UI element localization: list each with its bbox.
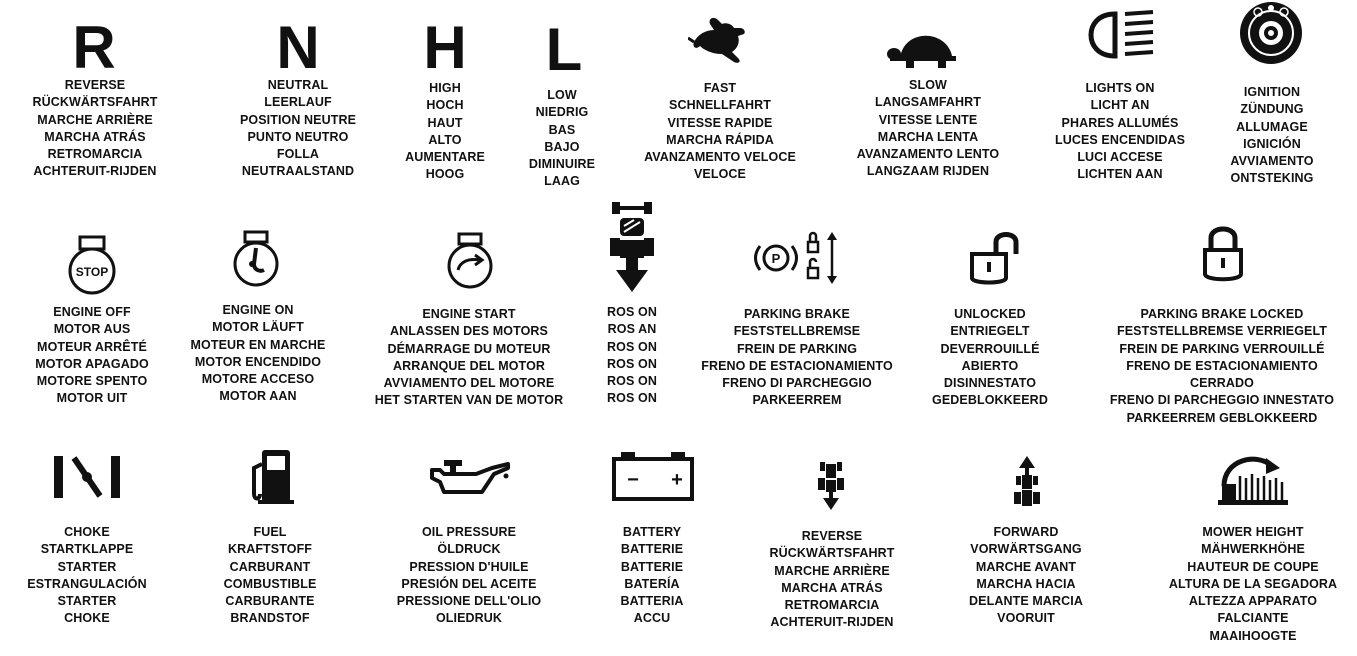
label-line: MOTOR ENCENDIDO (194, 354, 322, 369)
label-line: BATTERIE (620, 559, 684, 574)
label-line: ALLUMAGE (1236, 119, 1308, 134)
label-line: PARKING BRAKE (744, 307, 850, 321)
parking-brake-label (701, 306, 893, 410)
label-line: BATERÍA (624, 576, 680, 591)
label-line: MAAIHOOGTE (1209, 628, 1297, 643)
engine-stop-icon (64, 235, 120, 295)
label-line: PHARES ALLUMÉS (1061, 115, 1179, 130)
choke-icon (50, 452, 124, 502)
label-line: LAAG (544, 174, 580, 189)
label-line: MOTOR LÄUFT (212, 320, 304, 335)
engine-on-label (191, 302, 326, 406)
label-line: HOOG (425, 167, 465, 182)
label-line: LEERLAUF (264, 95, 332, 110)
mower-height-label (1169, 524, 1337, 645)
label-line: PUNTO NEUTRO (247, 129, 349, 144)
label-line: CARBURANTE (225, 594, 315, 609)
label-line: ROS ON (607, 374, 657, 389)
tractor-forward-icon (1012, 456, 1042, 510)
label-line: FRENO DI PARCHEGGIO (722, 376, 872, 391)
label-line: AVANZAMENTO VELOCE (644, 150, 796, 165)
label-line: FREIN DE PARKING VERROUILLÉ (1119, 341, 1325, 356)
label-line: MOWER HEIGHT (1202, 525, 1304, 539)
label-line: RÜCKWÄRTSFAHRT (32, 95, 158, 110)
label-line: HOCH (426, 98, 464, 113)
label-line: MARCHE AVANT (975, 559, 1077, 574)
engine-start-label (375, 306, 564, 410)
locked-padlock-icon (1200, 224, 1246, 284)
choke-label (27, 524, 146, 628)
label-line: MARCHE ARRIÈRE (37, 112, 153, 127)
label-line: CHOKE (64, 611, 110, 626)
headlight-icon (1085, 6, 1157, 64)
stop-text: STOP (75, 265, 109, 279)
label-line: RETROMARCIA (47, 147, 143, 162)
label-line: ROS AN (607, 322, 657, 337)
label-line: ONTSTEKING (1230, 171, 1314, 186)
label-line: HET STARTEN VAN DE MOTOR (374, 393, 564, 408)
parking-p-text: P (771, 251, 781, 266)
label-line: AVVIAMENTO DEL MOTORE (383, 376, 555, 391)
fast-label (644, 80, 796, 184)
label-line: IGNICIÓN (1243, 136, 1301, 151)
low-letter-glyph: L (545, 16, 583, 83)
neutral-letter-glyph: N (276, 14, 320, 81)
label-line: NEUTRAALSTAND (241, 164, 355, 179)
oil-can-icon (428, 458, 510, 500)
label-line: ACCU (633, 611, 671, 626)
label-line: MOTORE SPENTO (36, 374, 148, 389)
neutral-label (240, 77, 356, 181)
label-line: MOTORE ACCESO (201, 372, 315, 387)
label-line: STARTKLAPPE (40, 542, 134, 557)
low-label (529, 87, 595, 191)
parking-brake-icon (752, 228, 842, 288)
label-line: ENGINE START (422, 307, 516, 321)
label-line: FALCIANTE (1217, 611, 1289, 626)
label-line: LICHTEN AAN (1077, 167, 1163, 182)
label-line: BATTERY (622, 525, 682, 539)
label-line: SCHNELLFAHRT (669, 98, 771, 113)
engine-running-icon (230, 230, 282, 288)
battery-plus-text: + (671, 469, 683, 491)
label-line: LANGZAAM RIJDEN (866, 164, 990, 179)
label-line: ESTRANGULACIÓN (27, 576, 147, 591)
label-line: FREIN DE PARKING (736, 341, 858, 356)
engine-start-icon (444, 232, 496, 290)
label-line: POSITION NEUTRE (239, 112, 357, 127)
oil-pressure-label (397, 524, 541, 628)
label-line: STARTER (57, 594, 117, 609)
label-line: MARCHA RÁPIDA (666, 132, 774, 147)
label-line: VORWÄRTSGANG (970, 542, 1082, 557)
lights-on-label (1055, 80, 1185, 184)
unlocked-padlock-icon (966, 228, 1026, 288)
label-line: VOORUIT (997, 611, 1055, 626)
label-line: VITESSE LENTE (878, 112, 978, 127)
tractor-reverse-icon (816, 460, 846, 512)
label-line: AUMENTARE (405, 150, 485, 165)
label-line: FRENO DE ESTACIONAMIENTO (701, 358, 893, 373)
label-line: PARKEERREM GEBLOKKEERD (1126, 410, 1318, 425)
reverse-operating-system-icon (606, 200, 658, 296)
slow-label (857, 77, 999, 181)
label-line: SLOW (909, 78, 947, 92)
label-line: ÖLDRUCK (437, 542, 501, 557)
unlocked-label (932, 306, 1048, 410)
label-line: BATTERIE (620, 542, 684, 557)
label-line: OLIEDRUK (435, 611, 503, 626)
forward-label (969, 524, 1083, 628)
label-line: PRESSIONE DELL'OLIO (396, 594, 542, 609)
label-line: ENGINE OFF (53, 305, 131, 319)
label-line: LOW (547, 88, 577, 102)
label-line: DIMINUIRE (528, 157, 596, 172)
mower-height-icon (1216, 446, 1290, 508)
label-line: MARCHE ARRIÈRE (774, 563, 890, 578)
label-line: REVERSE (64, 78, 126, 92)
label-line: IGNITION (1243, 85, 1301, 99)
label-line: CERRADO (1190, 376, 1254, 391)
parking-brake-locked-label (1110, 306, 1334, 427)
label-line: CARBURANT (229, 559, 311, 574)
label-line: DÉMARRAGE DU MOTEUR (387, 341, 551, 356)
label-line: MÄHWERKHÖHE (1201, 542, 1305, 557)
label-line: GEDEBLOKKEERD (932, 393, 1048, 408)
label-line: ENGINE ON (222, 303, 294, 317)
label-line: MARCHA HACIA (976, 576, 1076, 591)
label-line: STARTER (57, 559, 117, 574)
label-line: ANLASSEN DES MOTORS (390, 324, 548, 339)
label-line: HAUTEUR DE COUPE (1187, 559, 1319, 574)
rabbit-icon (688, 16, 748, 68)
label-line: NIEDRIG (535, 105, 589, 120)
label-line: ALTURA DE LA SEGADORA (1168, 576, 1338, 591)
label-line: ROS ON (607, 305, 657, 319)
label-line: RÜCKWÄRTSFAHRT (769, 546, 895, 561)
label-line: ROS ON (607, 339, 657, 354)
high-letter-glyph: H (423, 14, 467, 81)
label-line: DEVERROUILLÉ (940, 341, 1040, 356)
label-line: ZÜNDUNG (1240, 102, 1304, 117)
label-line: ABIERTO (961, 358, 1019, 373)
label-line: FORWARD (993, 525, 1059, 539)
label-line: PARKING BRAKE LOCKED (1140, 307, 1304, 321)
label-line: BRANDSTOF (230, 611, 310, 626)
label-line: ACHTERUIT-RIJDEN (770, 615, 894, 630)
battery-label (620, 524, 683, 628)
label-line: FOLLA (276, 147, 320, 162)
label-line: HAUT (427, 115, 463, 130)
label-line: UNLOCKED (954, 307, 1026, 321)
label-line: MARCHA LENTA (877, 129, 979, 144)
label-line: LICHT AN (1090, 98, 1150, 113)
label-line: MOTEUR EN MARCHE (190, 337, 326, 352)
label-line: MOTOR AUS (53, 322, 131, 337)
label-line: PARKEERREM (752, 393, 842, 408)
label-line: CHOKE (64, 525, 110, 539)
label-line: VITESSE RAPIDE (667, 115, 773, 130)
label-line: DELANTE MARCIA (969, 594, 1083, 609)
label-line: OIL PRESSURE (421, 525, 517, 539)
label-line: KRAFTSTOFF (227, 542, 313, 557)
label-line: FUEL (253, 525, 287, 539)
turtle-icon (886, 30, 966, 70)
label-line: RETROMARCIA (784, 598, 880, 613)
label-line: ROS ON (607, 356, 657, 371)
label-line: LIGHTS ON (1085, 81, 1155, 95)
fuel-label (224, 524, 317, 628)
ignition-switch-icon (1238, 0, 1304, 66)
label-line: ENTRIEGELT (950, 324, 1030, 339)
label-line: FESTSTELLBREMSE VERRIEGELT (1116, 324, 1328, 339)
label-line: MOTOR UIT (56, 391, 128, 406)
label-line: DISINNESTATO (943, 376, 1037, 391)
label-line: MOTOR APAGADO (35, 356, 149, 371)
reverse-letter-glyph: R (72, 14, 116, 81)
label-line: LUCES ENCENDIDAS (1054, 132, 1186, 147)
label-line: FESTSTELLBREMSE (733, 324, 861, 339)
label-line: AVVIAMENTO (1230, 154, 1314, 169)
label-line: MOTOR AAN (219, 389, 297, 404)
engine-off-label (35, 304, 149, 408)
label-line: FRENO DE ESTACIONAMIENTO (1126, 358, 1318, 373)
reverse-letter-label (33, 77, 158, 181)
label-line: LUCI ACCESE (1077, 150, 1163, 165)
ros-on-label (607, 304, 657, 408)
label-line: ALTO (428, 132, 462, 147)
high-label (405, 80, 485, 184)
ignition-label (1230, 84, 1313, 188)
label-line: NEUTRAL (267, 78, 329, 92)
label-line: BAJO (544, 139, 580, 154)
label-line: ARRANQUE DEL MOTOR (392, 358, 546, 373)
label-line: MOTEUR ARRÊTÉ (37, 339, 147, 354)
label-line: PRESIÓN DEL ACEITE (401, 576, 537, 591)
label-line: ROS ON (607, 391, 657, 406)
label-line: VELOCE (694, 167, 746, 182)
label-line: REVERSE (801, 529, 863, 543)
reverse-direction-label (770, 528, 895, 632)
label-line: ACHTERUIT-RIJDEN (33, 164, 157, 179)
label-line: PRESSION D'HUILE (409, 559, 529, 574)
label-line: HIGH (429, 81, 461, 95)
label-line: FRENO DI PARCHEGGIO INNESTATO (1109, 393, 1335, 408)
label-line: MARCHA ATRÁS (44, 129, 146, 144)
label-line: LANGSAMFAHRT (874, 95, 982, 110)
label-line: FAST (703, 81, 737, 95)
fuel-pump-icon (248, 446, 298, 506)
battery-icon (611, 450, 695, 502)
label-line: AVANZAMENTO LENTO (856, 147, 1000, 162)
label-line: COMBUSTIBLE (223, 576, 317, 591)
label-line: BATTERIA (620, 594, 684, 609)
label-line: BAS (548, 122, 576, 137)
label-line: MARCHA ATRÁS (781, 580, 883, 595)
battery-minus-text: − (627, 469, 639, 491)
label-line: ALTEZZA APPARATO (1188, 594, 1318, 609)
